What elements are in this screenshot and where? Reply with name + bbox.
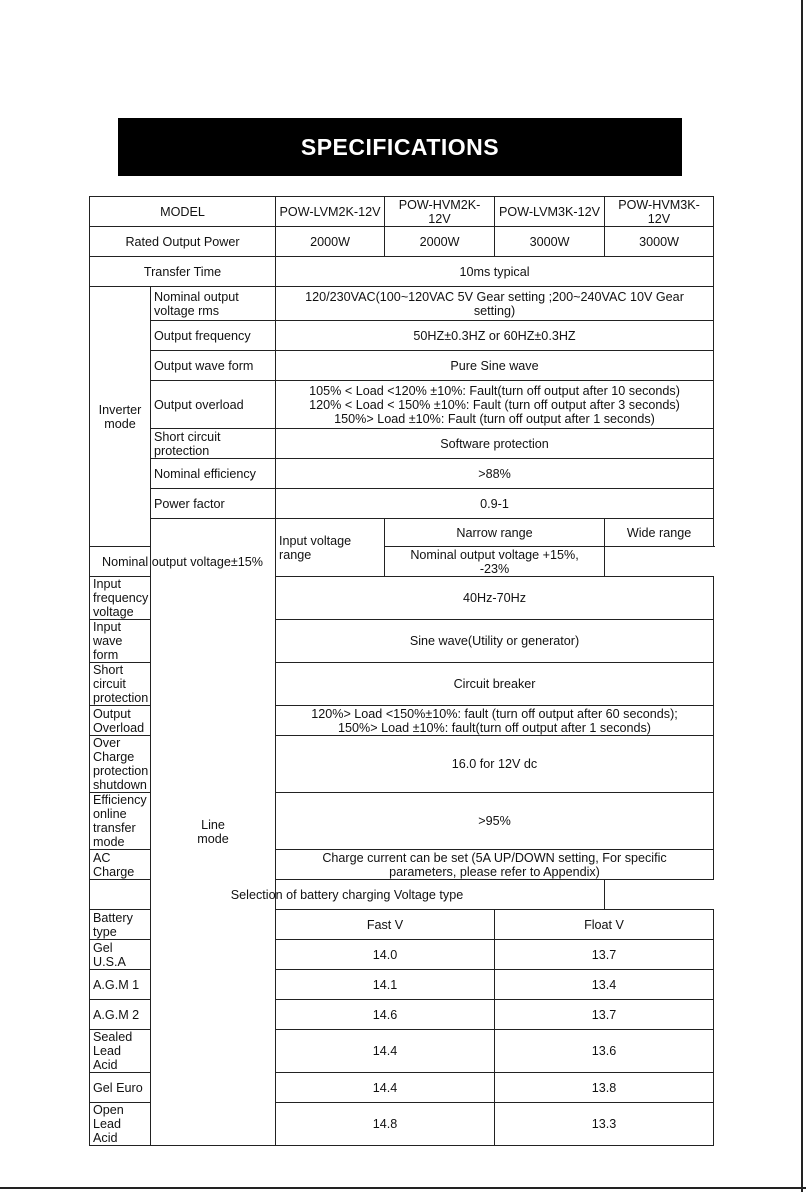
row-value: 120/230VAC(100~120VAC 5V Gear setting ;200~240VAC 10V Gear setting) <box>276 287 714 321</box>
table-row <box>90 381 714 429</box>
rated-power-label: Rated Output Power <box>90 227 276 257</box>
rated-power-cell: 3000W <box>605 227 714 257</box>
battery-float-v: 13.8 <box>495 1073 714 1103</box>
row-label: Short circuit protection <box>151 429 276 459</box>
line-mode-group-label: Line mode <box>151 519 276 1146</box>
model-label: MODEL <box>90 197 276 227</box>
row-value: Pure Sine wave <box>276 351 714 381</box>
table-row <box>90 459 714 489</box>
battery-float-v: 13.7 <box>495 1000 714 1030</box>
row-value: Circuit breaker <box>276 663 714 706</box>
battery-float-v: 13.4 <box>495 970 714 1000</box>
model-cell: POW-LVM2K-12V <box>276 197 385 227</box>
rated-power-cell: 3000W <box>495 227 605 257</box>
row-label: Output frequency <box>151 321 276 351</box>
battery-fast-v: 14.8 <box>276 1103 495 1146</box>
table-row-input-voltage-values <box>90 547 714 577</box>
battery-float-v: 13.7 <box>495 940 714 970</box>
row-value: 16.0 for 12V dc <box>276 736 714 793</box>
transfer-time-value: 10ms typical <box>276 257 714 287</box>
battery-type: Gel U.S.A <box>90 940 151 970</box>
table-row-input-voltage <box>90 519 714 547</box>
table-row-model <box>90 197 714 227</box>
row-value: 0.9-1 <box>276 489 714 519</box>
row-value: 40Hz-70Hz <box>276 577 714 620</box>
float-v-header: Float V <box>495 910 714 940</box>
battery-type: Gel Euro <box>90 1073 151 1103</box>
row-label: Power factor <box>151 489 276 519</box>
battery-fast-v: 14.1 <box>276 970 495 1000</box>
table-row-transfer-time <box>90 257 714 287</box>
battery-float-v: 13.3 <box>495 1103 714 1146</box>
table-row <box>90 489 714 519</box>
rated-power-cell: 2000W <box>385 227 495 257</box>
battery-float-v: 13.6 <box>495 1030 714 1073</box>
row-label: Efficiency online transfer mode <box>90 793 151 850</box>
row-value: Software protection <box>276 429 714 459</box>
battery-type: Sealed Lead Acid <box>90 1030 151 1073</box>
battery-type-header: Battery type <box>90 910 151 940</box>
row-label: Nominal efficiency <box>151 459 276 489</box>
model-cell: POW-LVM3K-12V <box>495 197 605 227</box>
page-title: SPECIFICATIONS <box>118 118 682 176</box>
row-label: Over Charge protection shutdown <box>90 736 151 793</box>
charging-voltage-header: Selection of battery charging Voltage type <box>90 880 605 910</box>
inverter-mode-group-label: Inverter mode <box>90 287 151 547</box>
row-label: Short circuit protection <box>90 663 151 706</box>
row-value: 105% < Load <120% ±10%: Fault(turn off output after 10 seconds) 120% < Load < 150% ±10%: Fault (turn off output after 3 seconds) 150%> Load ±10%: Fault (turn off output after 1 seconds) <box>276 381 714 429</box>
row-value: Charge current can be set (5A UP/DOWN setting, For specific parameters, please refer to Appendix) <box>276 850 714 880</box>
battery-fast-v: 14.0 <box>276 940 495 970</box>
model-cell: POW-HVM3K-12V <box>605 197 714 227</box>
row-value: 50HZ±0.3HZ or 60HZ±0.3HZ <box>276 321 714 351</box>
row-value: >95% <box>276 793 714 850</box>
battery-type: A.G.M 2 <box>90 1000 151 1030</box>
narrow-range-header: Narrow range <box>385 519 605 547</box>
row-label: Output overload <box>151 381 276 429</box>
rated-power-cell: 2000W <box>276 227 385 257</box>
page-edge-right <box>801 0 803 1192</box>
table-row-charging-header <box>90 880 714 910</box>
battery-fast-v: 14.4 <box>276 1030 495 1073</box>
wide-range-value: Nominal output voltage +15%, -23% <box>385 547 605 577</box>
fast-v-header: Fast V <box>276 910 495 940</box>
table-row <box>90 429 714 459</box>
model-cell: POW-HVM2K-12V <box>385 197 495 227</box>
row-value: Sine wave(Utility or generator) <box>276 620 714 663</box>
table-row <box>90 321 714 351</box>
wide-range-header: Wide range <box>605 519 714 547</box>
row-label: Input wave form <box>90 620 151 663</box>
page-edge-bottom <box>0 1187 806 1189</box>
battery-fast-v: 14.6 <box>276 1000 495 1030</box>
row-label: Output Overload <box>90 706 151 736</box>
row-label: Input frequency voltage <box>90 577 151 620</box>
battery-type: Open Lead Acid <box>90 1103 151 1146</box>
row-label: Output wave form <box>151 351 276 381</box>
row-value: 120%> Load <150%±10%: fault (turn off output after 60 seconds); 150%> Load ±10%: fault(turn off output after 1 seconds) <box>276 706 714 736</box>
specifications-table <box>89 196 714 1146</box>
input-voltage-label: Input voltage range <box>276 519 385 577</box>
table-row <box>90 351 714 381</box>
row-value: >88% <box>276 459 714 489</box>
row-label: Nominal output voltage rms <box>151 287 276 321</box>
battery-type: A.G.M 1 <box>90 970 151 1000</box>
table-row <box>90 287 714 321</box>
row-label: AC Charge <box>90 850 151 880</box>
battery-fast-v: 14.4 <box>276 1073 495 1103</box>
narrow-range-value: Nominal output voltage±15% <box>90 547 276 577</box>
table-row-rated-power <box>90 227 714 257</box>
transfer-time-label: Transfer Time <box>90 257 276 287</box>
